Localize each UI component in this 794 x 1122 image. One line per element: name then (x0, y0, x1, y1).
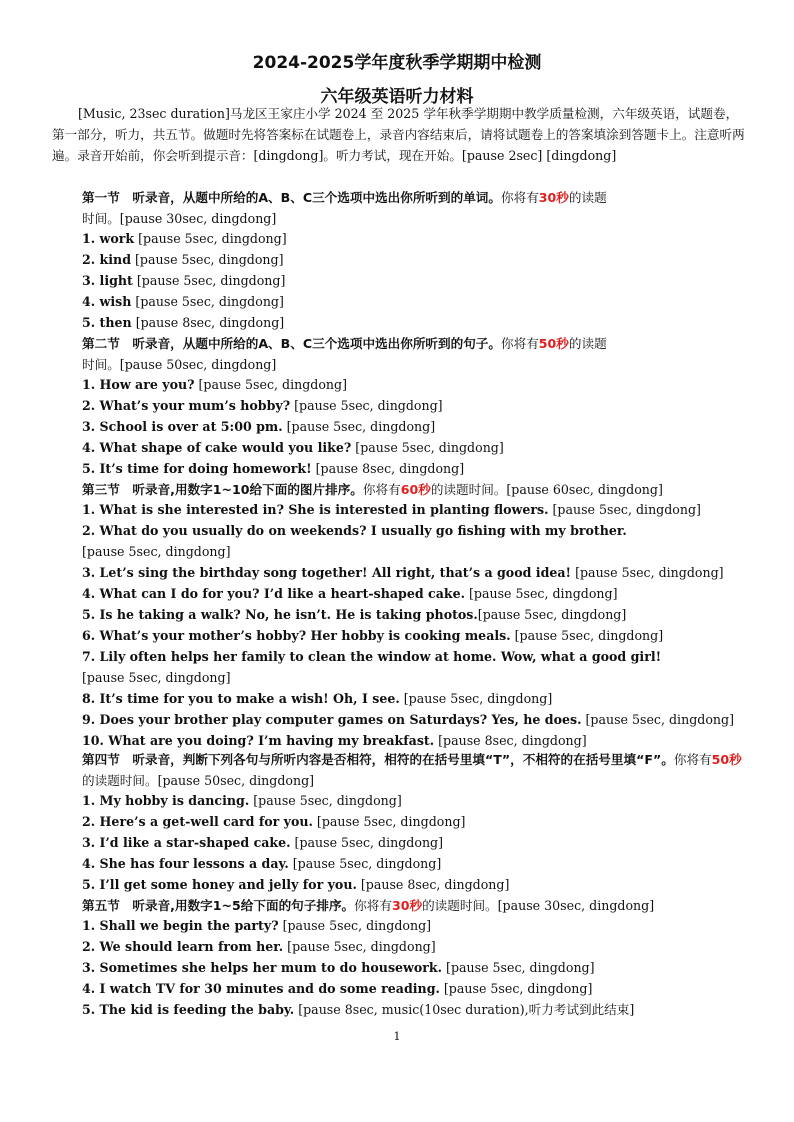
intro-paragraph (52, 103, 746, 166)
section-4-heading: 第四节 听录音，判断下列各句与所听内容是否相符，相符的在括号里填“T”，不相符的在括号里填“F”。你将有50秒的读题时间。[pause 50sec, dingdong] (82, 752, 742, 788)
s3-item-2-cont: [pause 5sec, dingdong] (82, 544, 231, 559)
s3-item-1: 1. What is she interested in? She is interested in planting flowers. [pause 5sec, dingdong] (82, 502, 701, 517)
s1-item-2: 2. kind [pause 5sec, dingdong] (82, 252, 284, 267)
s2-item-3: 3. School is over at 5:00 pm. [pause 5sec, dingdong] (82, 419, 436, 434)
s3-item-8: 8. It’s time for you to make a wish! Oh, I see. [pause 5sec, dingdong] (82, 691, 553, 706)
s3-item-9: 9. Does your brother play computer games on Saturdays? Yes, he does. [pause 5sec, dingdong] (82, 712, 734, 727)
s3-item-7: 7. Lily often helps her family to clean the window at home. Wow, what a good girl! (82, 649, 662, 664)
s3-item-7-cont: [pause 5sec, dingdong] (82, 670, 231, 685)
s2-item-1: 1. How are you? [pause 5sec, dingdong] (82, 377, 348, 392)
document-subtitle: 六年级英语听力材料 (320, 87, 474, 107)
section-3-heading: 第三节 听录音,用数字1~10给下面的图片排序。你将有60秒的读题时间。[pause 60sec, dingdong] (82, 482, 663, 497)
section-5-time: 30秒 (391, 898, 423, 913)
section-3-time: 60秒 (400, 482, 431, 497)
s1-item-5: 5. then [pause 8sec, dingdong] (82, 315, 285, 330)
s3-item-4: 4. What can I do for you? I’d like a heart-shaped cake. [pause 5sec, dingdong] (82, 586, 618, 601)
s5-item-2: 2. We should learn from her. [pause 5sec, dingdong] (82, 939, 436, 954)
s3-item-10: 10. What are you doing? I’m having my breakfast. [pause 8sec, dingdong] (82, 733, 587, 748)
s3-item-5: 5. Is he taking a walk? No, he isn’t. He is taking photos.[pause 5sec, dingdong] (82, 607, 627, 622)
section-4-time: 50秒 (711, 752, 742, 767)
s5-item-4: 4. I watch TV for 30 minutes and do some reading. [pause 5sec, dingdong] (82, 981, 593, 996)
section-5-heading: 第五节 听录音,用数字1~5给下面的句子排序。你将有30秒的读题时间。[pause 30sec, dingdong] (82, 898, 655, 913)
s2-item-4: 4. What shape of cake would you like? [pause 5sec, dingdong] (82, 440, 504, 455)
s2-item-5: 5. It’s time for doing homework! [pause 8sec, dingdong] (82, 461, 465, 476)
s1-item-3: 3. light [pause 5sec, dingdong] (82, 273, 286, 288)
s5-item-5: 5. The kid is feeding the baby. [pause 8sec, music(10sec duration),听力考试到此结束] (82, 1002, 635, 1017)
s4-item-4: 4. She has four lessons a day. [pause 5sec, dingdong] (82, 856, 442, 871)
section-2-heading: 第二节 听录音，从题中所给的A、B、C三个选项中选出你所听到的句子。你将有50秒的读题 时间。[pause 50sec, dingdong] (82, 336, 607, 372)
s1-item-1: 1. work [pause 5sec, dingdong] (82, 231, 287, 246)
s1-item-4: 4. wish [pause 5sec, dingdong] (82, 294, 284, 309)
section-1-time: 30秒 (538, 190, 569, 205)
s3-item-6: 6. What’s your mother’s hobby? Her hobby is cooking meals. [pause 5sec, dingdong] (82, 628, 664, 643)
s2-item-2: 2. What’s your mum’s hobby? [pause 5sec, dingdong] (82, 398, 443, 413)
s4-item-3: 3. I’d like a star-shaped cake. [pause 5sec, dingdong] (82, 835, 444, 850)
s4-item-5: 5. I’ll get some honey and jelly for you. [pause 8sec, dingdong] (82, 877, 510, 892)
s5-item-3: 3. Sometimes she helps her mum to do housework. [pause 5sec, dingdong] (82, 960, 595, 975)
intro-text: [Music, 23sec duration]马龙区王家庄小学 2024 至 2025 学年秋季学期期中教学质量检测，六年级英语，试题卷，第一部分，听力，共五节。做题时先将答案标在试题卷上，录音内容结束后，请将试题卷上的答案填涂到答题卡上。注意听两遍。录音开始前，你会听到提示音：[dingdong]。听力考试，现在开始。[pause 2sec] [dingdong] (52, 106, 745, 163)
section-2-time: 50秒 (538, 336, 569, 351)
page-number: 1 (393, 1030, 401, 1043)
s4-item-1: 1. My hobby is dancing. [pause 5sec, dingdong] (82, 793, 402, 808)
s3-item-3: 3. Let’s sing the birthday song together! All right, that’s a good idea! [pause 5sec, dingdong] (82, 565, 724, 580)
s5-item-1: 1. Shall we begin the party? [pause 5sec, dingdong] (82, 918, 432, 933)
s3-item-2: 2. What do you usually do on weekends? I usually go fishing with my brother. (82, 523, 627, 538)
document-title: 2024-2025学年度秋季学期期中检测 (252, 53, 542, 73)
section-1-heading: 第一节 听录音，从题中所给的A、B、C三个选项中选出你所听到的单词。你将有30秒的读题 时间。[pause 30sec, dingdong] (82, 190, 607, 226)
s4-item-2: 2. Here’s a get-well card for you. [pause 5sec, dingdong] (82, 814, 466, 829)
